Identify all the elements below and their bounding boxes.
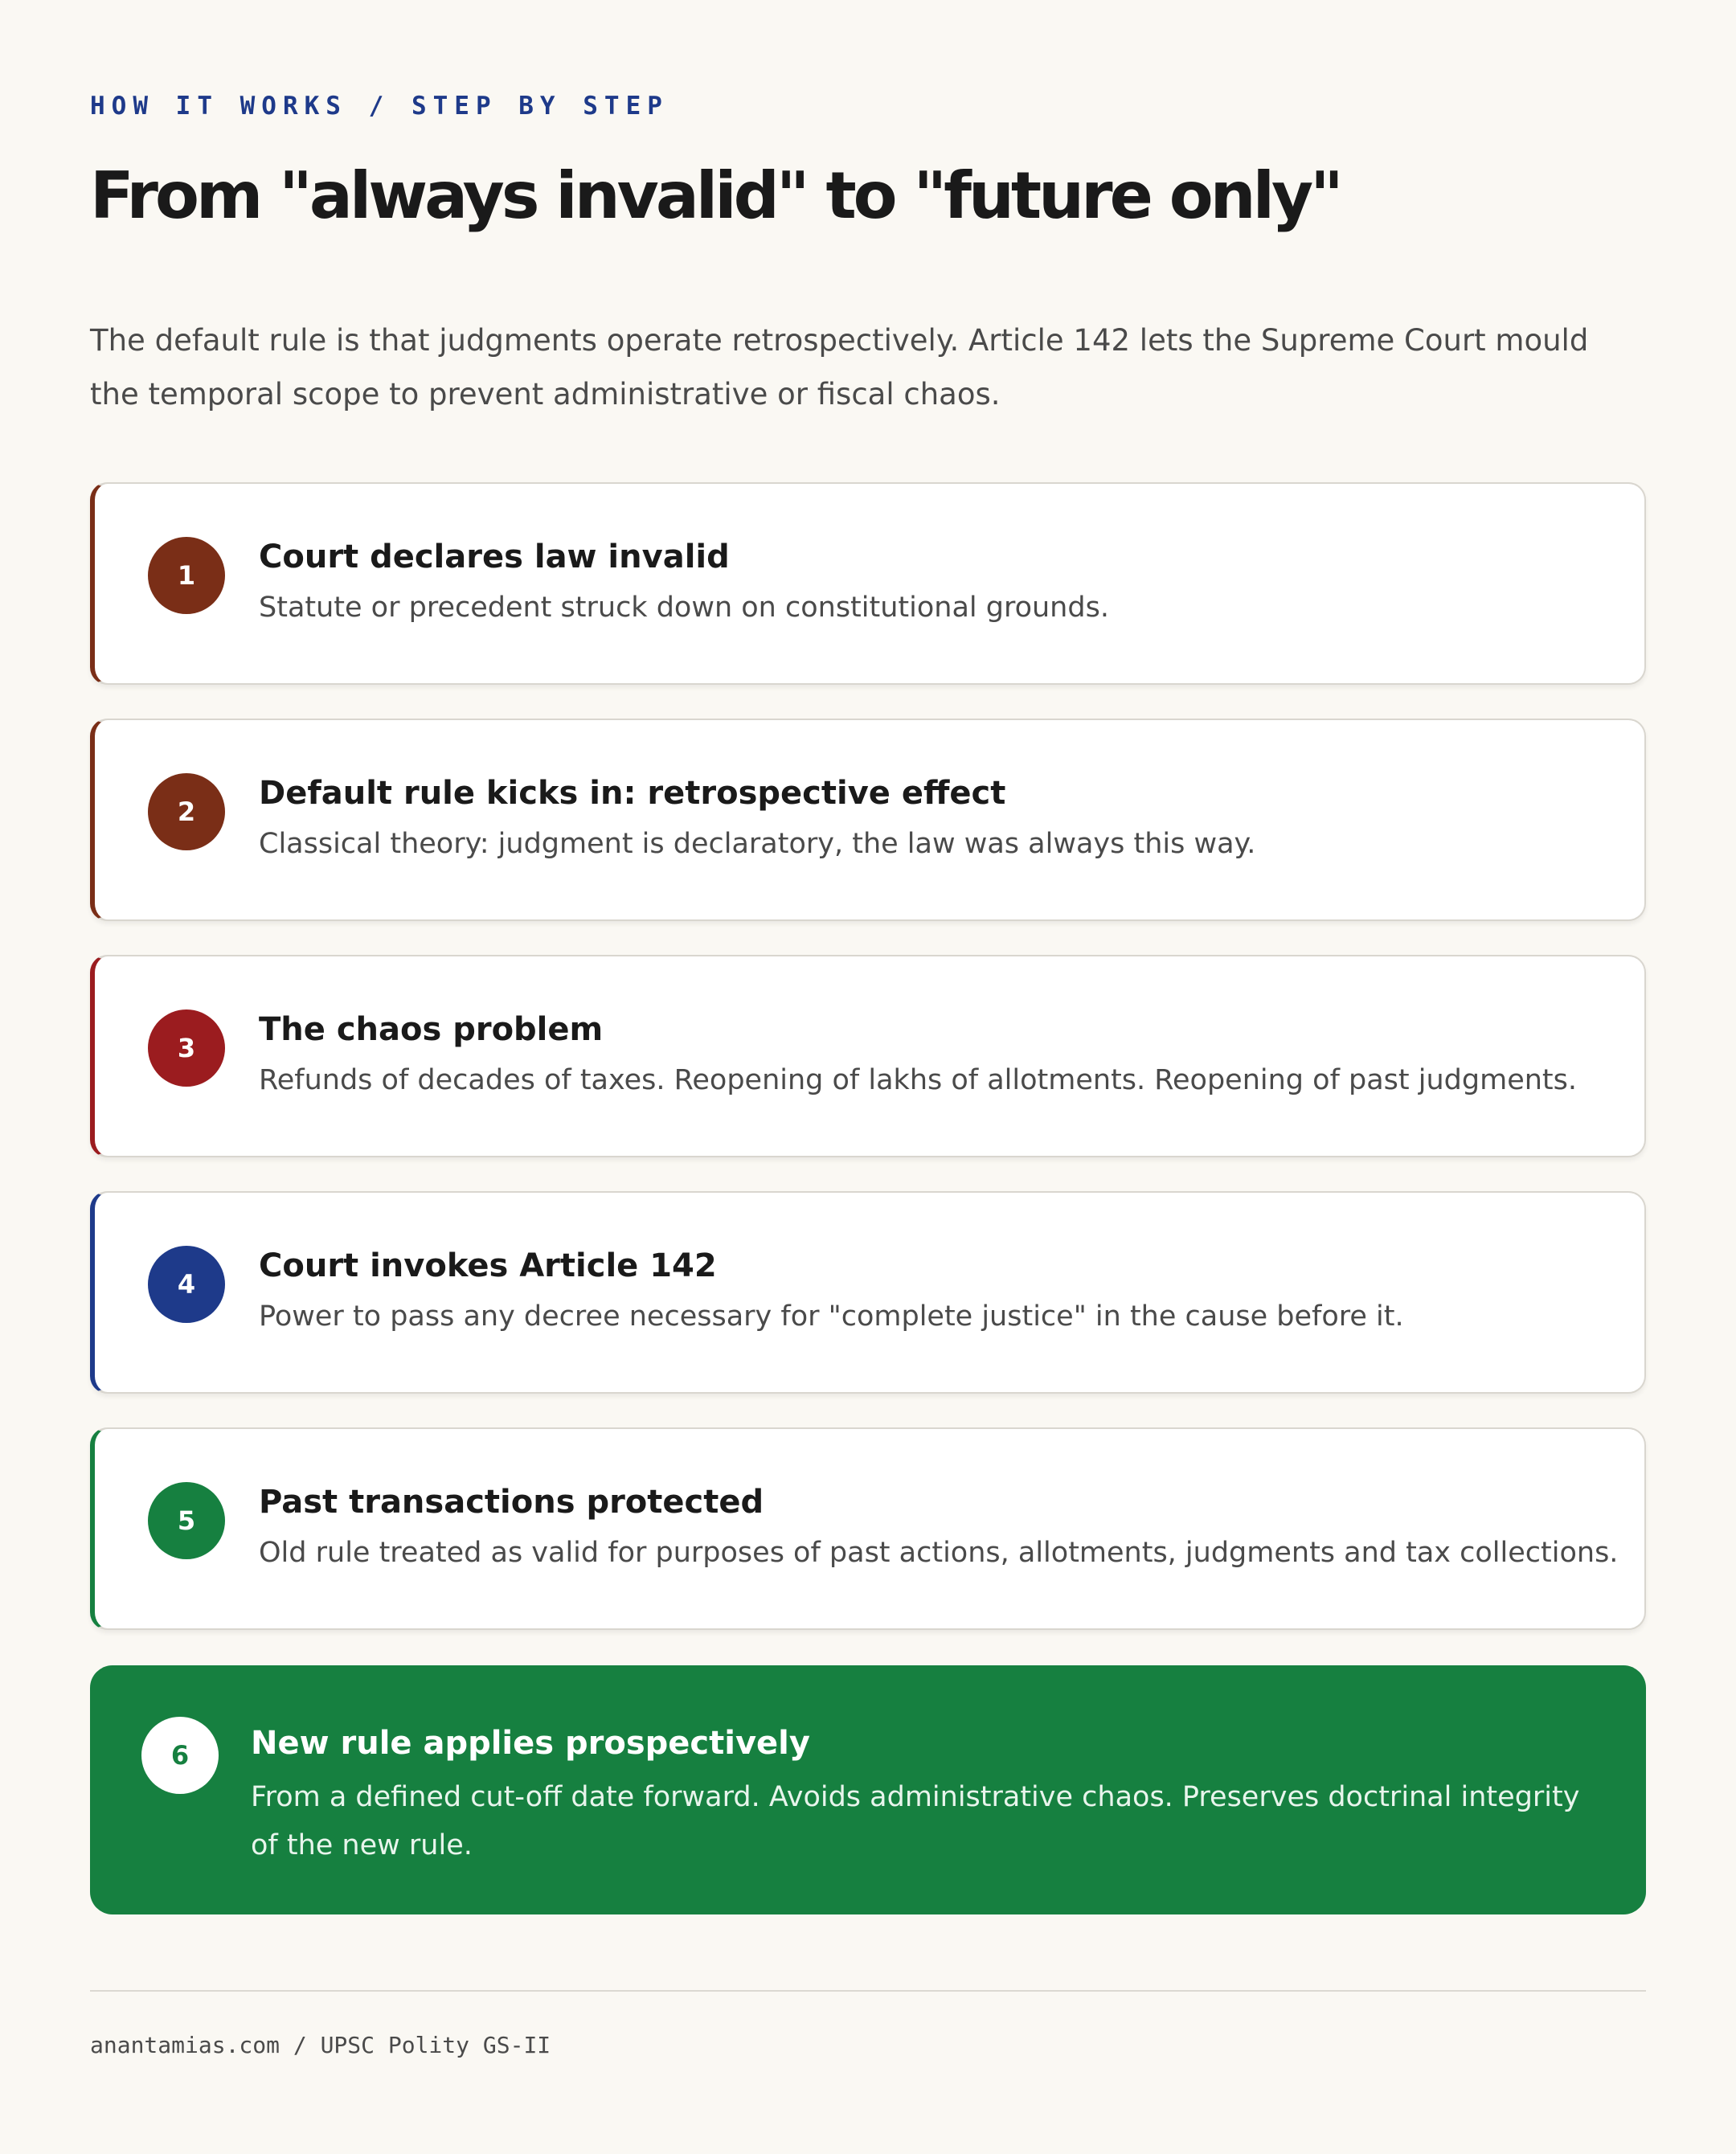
step-card-1 <box>90 482 1646 685</box>
step-title: New rule applies prospectively <box>251 1725 810 1762</box>
page-title: From "always invalid" to "future only" <box>90 158 1341 233</box>
step-title: Past transactions protected <box>259 1484 764 1521</box>
eyebrow-label: HOW IT WORKS / STEP BY STEP <box>90 92 669 121</box>
step-description: Refunds of decades of taxes. Reopening of lakhs of allotments. Reopening of past judgments. <box>259 1064 1577 1096</box>
step-title: Default rule kicks in: retrospective effect <box>259 775 1006 812</box>
step-number-badge: 6 <box>141 1717 219 1794</box>
step-description: Old rule treated as valid for purposes of past actions, allotments, judgments and tax collections. <box>259 1537 1619 1569</box>
step-title: Court invokes Article 142 <box>259 1247 717 1284</box>
step-description: Power to pass any decree necessary for "complete justice" in the cause before it. <box>259 1300 1404 1333</box>
step-title: The chaos problem <box>259 1011 604 1048</box>
step-card-2 <box>90 719 1646 921</box>
step-description: Statute or precedent struck down on constitutional grounds. <box>259 592 1109 624</box>
step-card-4 <box>90 1191 1646 1394</box>
step-description: From a defined cut-off date forward. Avoids administrative chaos. Preserves doctrinal integrity of the new rule. <box>251 1781 1580 1861</box>
step-number-badge: 4 <box>148 1246 225 1323</box>
step-card-3 <box>90 955 1646 1157</box>
step-number-badge: 1 <box>148 537 225 614</box>
footer-source: anantamias.com / UPSC Polity GS-II <box>90 2032 551 2058</box>
footer-divider <box>90 1990 1646 1992</box>
step-number-badge: 2 <box>148 773 225 850</box>
step-card-6-final <box>90 1665 1646 1914</box>
step-title: Court declares law invalid <box>259 538 730 575</box>
step-description: Classical theory: judgment is declaratory, the law was always this way. <box>259 828 1256 860</box>
step-number-badge: 5 <box>148 1482 225 1559</box>
step-number-badge: 3 <box>148 1009 225 1087</box>
intro-paragraph: The default rule is that judgments operate retrospectively. Article 142 lets the Supreme Court mould the temporal scope to prevent administrative or fiscal chaos. <box>90 323 1589 412</box>
step-card-5 <box>90 1427 1646 1630</box>
